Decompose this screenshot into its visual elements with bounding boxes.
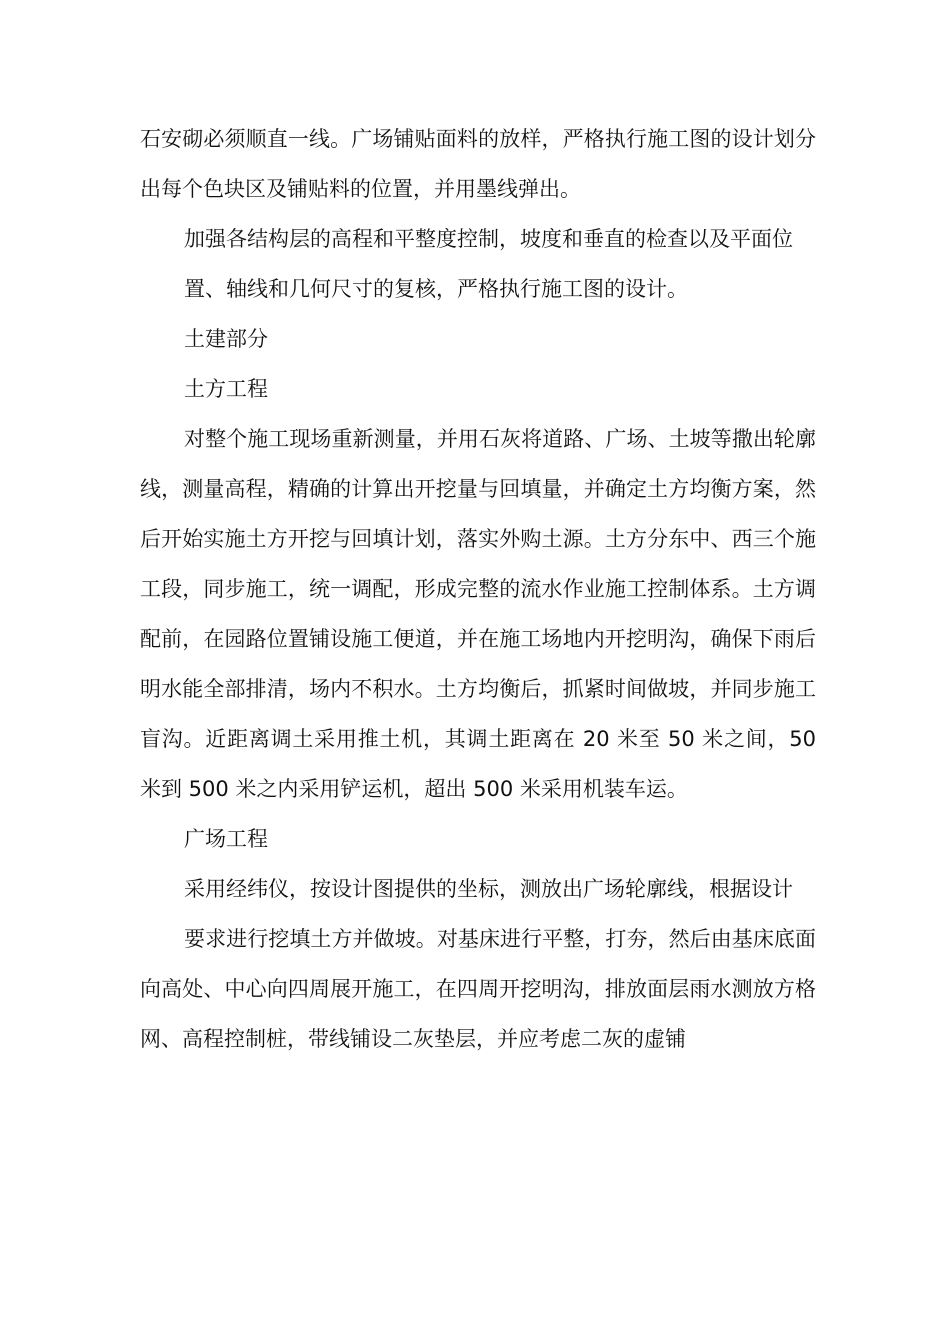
document-body [140,114,816,1064]
paragraph-earthwork: 对整个施工现场重新测量，并用石灰将道路、广场、土坡等撒出轮廓线，测量高程，精确的计算出开挖量与回填量，并确定土方均衡方案，然后开始实施土方开挖与回填计划，落实外购土源。土方分东中、西三个施工段，同步施工，统一调配，形成完整的流水作业施工控制体系。土方调配前，在园路位置铺设施工便道，并在施工场地内开挖明沟，确保下雨后明水能全部排清，场内不积水。土方均衡后，抓紧时间做坡，并同步施工盲沟。近距离调土采用推土机，其调土距离在 20 米至 50 米之间，50 米到 500 米之内采用铲运机，超出 500 米采用机装车运。 [140,427,816,801]
paragraph-2: 加强各结构层的高程和平整度控制，坡度和垂直的检查以及平面位 [184,227,793,251]
section-heading-plaza: 广场工程 [184,827,268,851]
paragraph-3: 置、轴线和几何尺寸的复核，严格执行施工图的设计。 [184,277,688,301]
paragraph-plaza-2: 要求进行挖填土方并做坡。对基床进行平整，打夯，然后由基床底面向高处、中心向四周展开施工，在四周开挖明沟，排放面层雨水测放方格网、高程控制桩，带线铺设二灰垫层，并应考虑二灰的虚铺 [140,927,816,1051]
paragraph-plaza-1: 采用经纬仪，按设计图提供的坐标，测放出广场轮廓线，根据设计 [184,877,793,901]
section-heading-earthwork: 土方工程 [184,377,268,401]
section-heading-civil-works: 土建部分 [184,327,268,351]
paragraph-1: 石安砌必须顺直一线。广场铺贴面料的放样，严格执行施工图的设计划分出每个色块区及铺贴料的位置，并用墨线弹出。 [140,127,816,201]
